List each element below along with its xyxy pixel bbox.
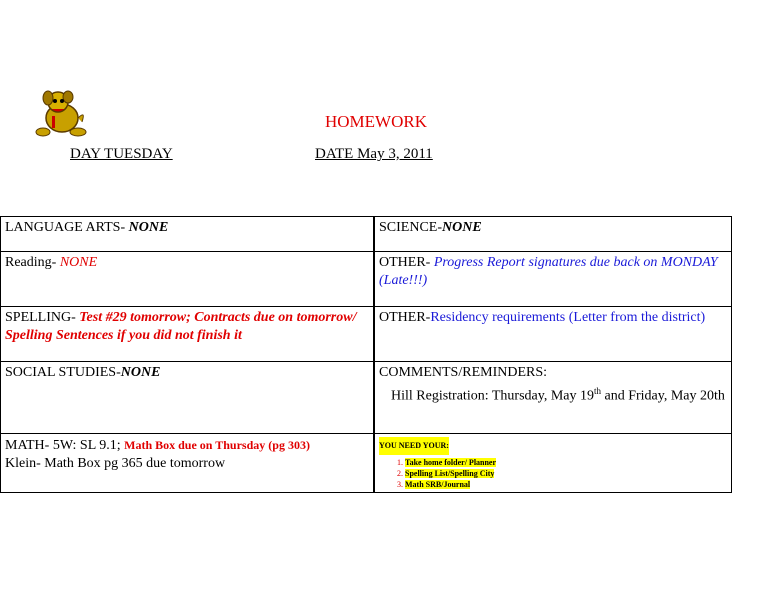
comments-text-a: Hill Registration: Thursday, May 19 [391,388,594,404]
table-row [1,217,732,252]
social-studies-cell [1,362,375,434]
language-arts-label: LANGUAGE ARTS- [5,220,129,235]
homework-table [0,216,732,493]
science-value: NONE [442,220,482,235]
spelling-cell [1,307,375,362]
language-arts-value: NONE [128,220,169,235]
list-item: 3. Math SRB/Journal [405,479,727,490]
comments-cell [374,362,732,434]
table-row [1,252,732,307]
math-line2: Klein- Math Box pg 365 due tomorrow [5,456,226,471]
you-need-list [379,457,727,490]
other1-label: OTHER- [379,255,434,270]
reading-label: Reading- [5,255,60,270]
social-studies-label: SOCIAL STUDIES- [5,365,121,380]
science-cell [374,217,732,252]
you-need-title: YOU NEED YOUR: [379,437,449,455]
spelling-label: SPELLING- [5,310,80,325]
comments-text [379,382,727,406]
day-label: DAY TUESDAY [70,146,173,162]
reading-value: NONE [59,255,98,270]
math-label: MATH- 5W: SL 9.1; [5,438,125,453]
date-label: DATE May 3, 2011 [315,146,433,162]
science-label: SCIENCE- [379,220,442,235]
comments-sup: th [593,386,601,396]
social-studies-value: NONE [120,365,161,380]
other2-value: Residency requirements (Letter from the district) [430,310,706,325]
list-item: 2. Spelling List/Spelling City [405,468,727,479]
comments-text-b: and Friday, May 20th [601,388,725,404]
math-cell [1,434,375,493]
list-item: 1. Take home folder/ Planner [405,457,727,468]
page-title: HOMEWORK [325,112,427,131]
table-row [1,362,732,434]
other1-cell [374,252,732,307]
table-row [1,307,732,362]
you-need-cell [374,434,732,493]
language-arts-cell [1,217,375,252]
table-row [1,434,732,493]
math-highlight: Math Box due on Thursday (pg 303) [124,438,310,452]
bulldog-mascot-icon [34,88,88,140]
other2-cell [374,307,732,362]
other2-label: OTHER- [379,310,431,325]
spelling-value: Test #29 tomorrow; Contracts due on tomorrow/ Spelling Sentences if you did not finish it [5,310,357,343]
comments-label: COMMENTS/REMINDERS: [379,365,548,380]
reading-cell [1,252,375,307]
other1-value: Progress Report signatures due back on MONDAY (Late!!!) [379,255,718,288]
